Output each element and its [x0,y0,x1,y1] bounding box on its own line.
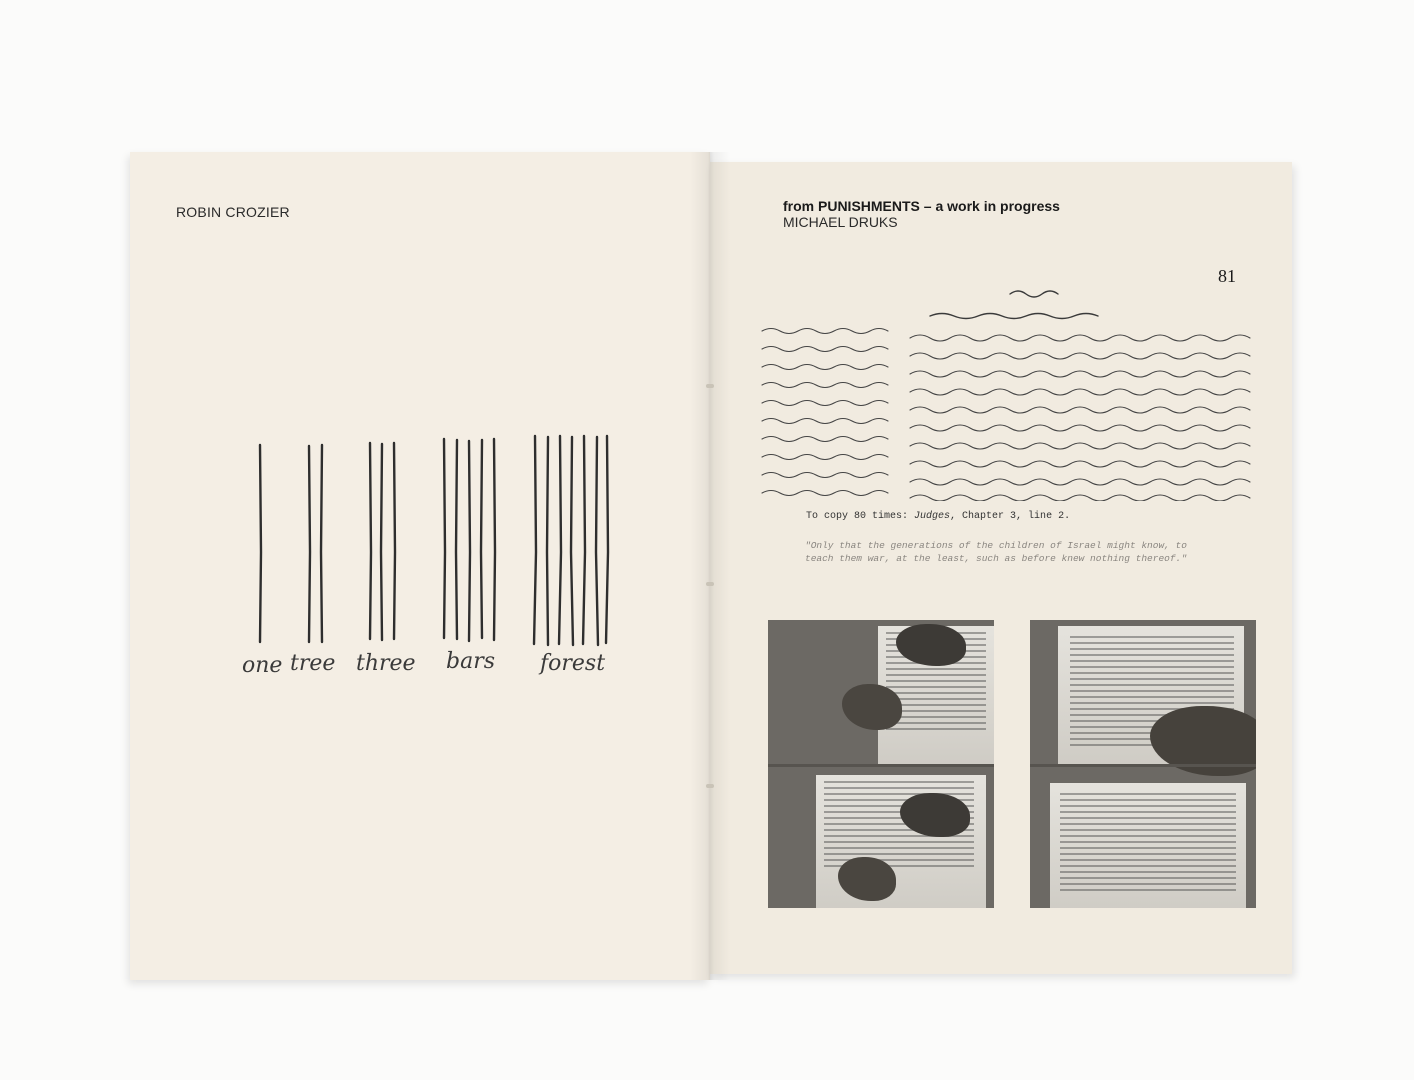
bar-line [381,444,382,640]
bar-line [606,436,608,643]
page-number: 81 [1218,266,1236,286]
bar-line [583,436,585,644]
bar-line [309,446,310,642]
bar-line [321,445,322,642]
book-gutter [690,152,730,980]
binding-stitch [706,384,714,388]
left-page [130,152,710,980]
left-author: ROBIN CROZIER [176,204,290,220]
binding-stitch [706,784,714,788]
right-page [710,162,1292,974]
word-one: one [242,653,283,678]
bar-line [547,437,548,645]
film-frame [768,620,994,764]
bar-line [534,436,536,644]
bar-line [260,445,261,642]
bar-drawing [130,152,710,980]
right-author: MICHAEL DRUKS [783,214,898,230]
bar-line [370,443,371,639]
bar-line [469,441,470,641]
bar-line [394,443,395,639]
film-frame [1030,764,1256,908]
binding-stitch [706,582,714,586]
bar-line [444,439,445,638]
bar-line [596,437,598,645]
film-frame [1030,620,1256,764]
copy-instruction-suffix: , Chapter 3, line 2. [950,511,1071,522]
article-title: from PUNISHMENTS – a work in progress [783,198,1060,214]
bar-line [456,440,457,639]
scripture-quote: "Only that the generations of the children of Israel might know, to teach them war, at the least, such as before knew nothing thereof." [805,540,1187,564]
word-three: three [356,651,416,676]
word-tree: tree [290,651,336,676]
copy-instruction-prefix: To copy 80 times: [806,511,915,522]
film-still-left [768,620,994,908]
book-spread [130,152,1292,980]
copy-instruction [806,511,1070,522]
handwritten-manuscript-image [760,286,1260,501]
word-forest: forest [540,651,606,676]
bar-line [571,437,573,645]
word-bars: bars [446,649,496,674]
bar-line [481,440,482,638]
bar-line [559,436,561,644]
copy-instruction-book: Judges [914,511,951,522]
film-still-right [1030,620,1256,908]
bar-line [494,439,495,640]
film-frame [768,764,994,908]
